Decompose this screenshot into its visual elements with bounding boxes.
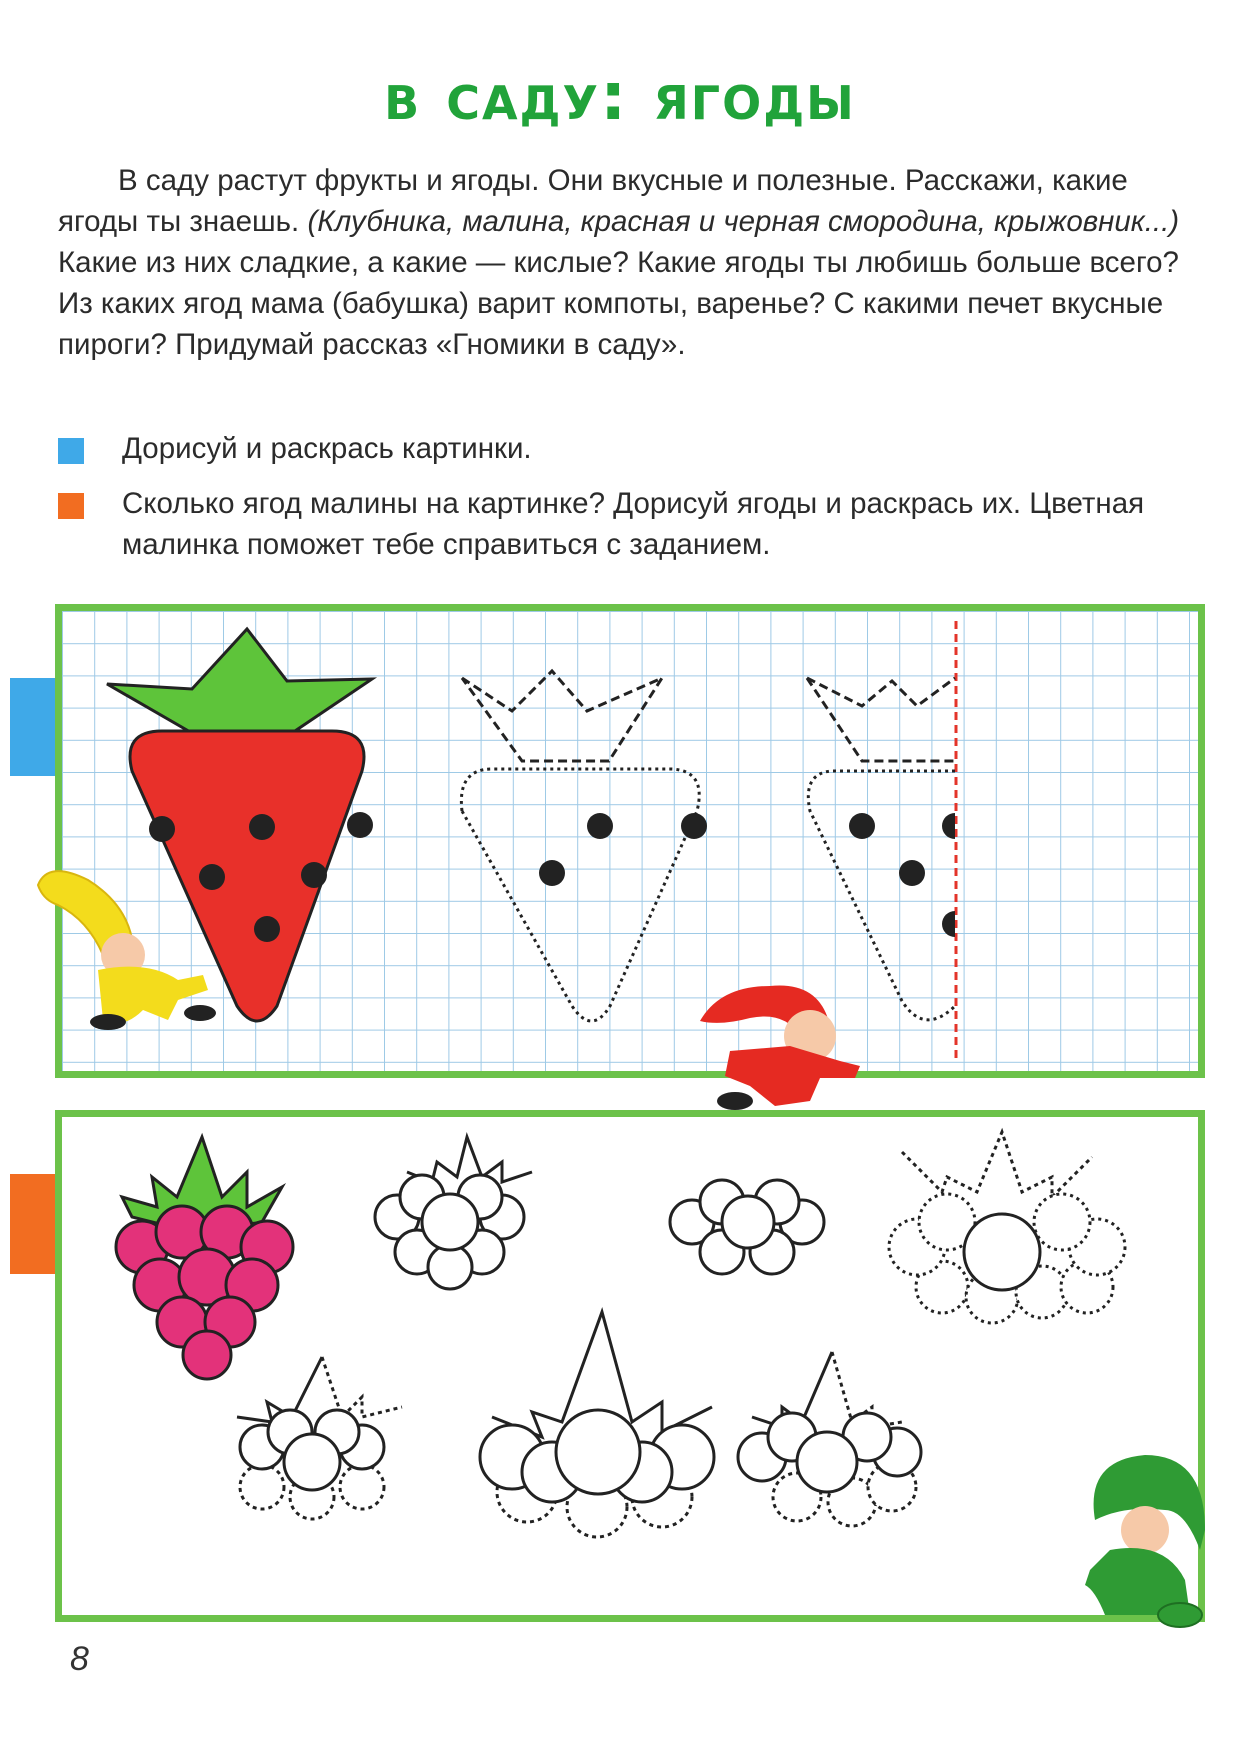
page-number: 8 bbox=[70, 1640, 89, 1678]
task-item-2 bbox=[58, 483, 1238, 565]
raspberry-small-outline-icon bbox=[670, 1180, 824, 1274]
orange-section-tab bbox=[10, 1174, 56, 1274]
raspberry-dotted-outline-icon bbox=[889, 1132, 1125, 1323]
strawberry-grid-drawing bbox=[62, 611, 1198, 1071]
green-gnome-icon bbox=[1065, 1440, 1215, 1630]
blue-square-icon bbox=[58, 438, 84, 464]
red-gnome-icon bbox=[690, 966, 880, 1116]
blue-section-tab bbox=[10, 678, 56, 776]
raspberry-half-outline-icon bbox=[738, 1352, 921, 1526]
intro-text-2: Какие из них сладкие, а какие — кислые? Какие ягоды ты любишь больше всего? Из каких ягод мама (бабушка) варит компоты, варенье? С какими печет вкусные пироги? Придумай рассказ «Гномики в саду». bbox=[58, 246, 1179, 361]
page-title: в саду: ягоды bbox=[384, 58, 856, 135]
raspberry-outline-icon bbox=[375, 1137, 532, 1289]
orange-square-icon bbox=[58, 493, 84, 519]
raspberry-drawing bbox=[62, 1117, 1198, 1615]
raspberry-partial-outline-icon bbox=[237, 1357, 402, 1519]
strawberry-panel bbox=[55, 604, 1205, 1078]
raspberry-icon bbox=[116, 1137, 293, 1379]
yellow-gnome-icon bbox=[28, 860, 218, 1035]
task-item-1 bbox=[58, 428, 1238, 469]
intro-text-1: В саду растут фрукты и ягоды. Они вкусные и полезные. Расскажи, какие ягоды ты знаешь. bbox=[58, 164, 1128, 238]
intro-paragraph bbox=[58, 160, 1208, 365]
task-text-1: Дорисуй и раскрась картинки. bbox=[122, 432, 532, 465]
raspberry-large-outline-icon bbox=[480, 1312, 714, 1537]
raspberry-panel bbox=[55, 1110, 1205, 1622]
intro-italic: (Клубника, малина, красная и черная смородина, крыжовник...) bbox=[307, 205, 1180, 238]
task-text-2: Сколько ягод малины на картинке? Дорисуй ягоды и раскрась их. Цветная малинка поможет тебе справиться с заданием. bbox=[122, 487, 1145, 561]
